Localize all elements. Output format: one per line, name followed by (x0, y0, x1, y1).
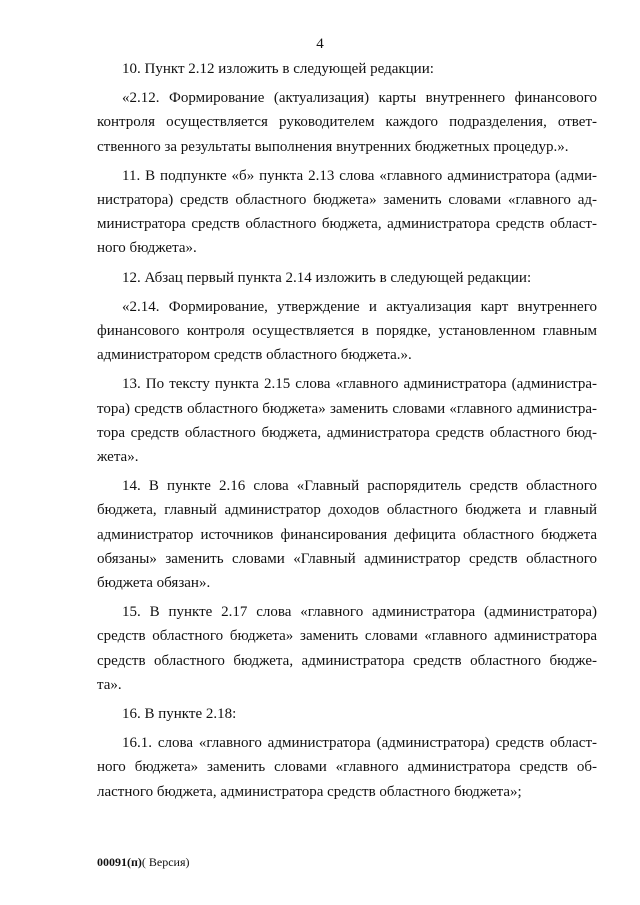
document-code: 00091(п) (97, 855, 142, 869)
paragraph (97, 295, 597, 368)
paragraph-line: министратора средств областного бюджета, администратора средств област- (97, 216, 597, 233)
paragraph-line: 15. В пункте 2.17 слова «главного администратора (администратора) (122, 604, 597, 621)
paragraph-line: средств областного бюджета» заменить словами «главного администратора (97, 628, 597, 645)
paragraph-line: 10. Пункт 2.12 изложить в следующей редакции: (122, 61, 434, 77)
paragraph-line: 14. В пункте 2.16 слова «Главный распорядитель средств областного (122, 478, 597, 495)
page-number: 4 (316, 36, 324, 52)
paragraph (97, 731, 597, 804)
paragraph-line: средств областного бюджета, администратора средств областного бюдже- (97, 652, 597, 669)
paragraph-line: нистратора) средств областного бюджета» заменить словами «главного ад- (97, 192, 597, 209)
paragraph-line: 13. По тексту пункта 2.15 слова «главного администратора (администра- (122, 376, 597, 393)
document-body (97, 57, 597, 809)
paragraph-line: бюджета, главный администратор доходов областного бюджета и главный (97, 502, 597, 519)
paragraph (97, 372, 597, 469)
paragraph-line: администратор источников финансирования дефицита областного бюджета (97, 526, 597, 543)
paragraph (97, 266, 597, 290)
paragraph-line: тора средств областного бюджета, администратора средств областного бюд- (97, 424, 597, 441)
paragraph-line: та». (97, 676, 122, 693)
paragraph-line: тора) средств областного бюджета» заменить словами «главного администра- (97, 400, 597, 417)
paragraph (97, 86, 597, 159)
paragraph-line: бюджета обязан». (97, 575, 211, 592)
paragraph (97, 702, 597, 726)
paragraph-line: 12. Абзац первый пункта 2.14 изложить в следующей редакции: (122, 269, 532, 286)
paragraph-line: обязаны» заменить словами «Главный администратор средств областного (97, 550, 597, 567)
paragraph-line: жета». (97, 449, 139, 466)
paragraph-line: ственного за результаты выполнения внутренних бюджетных процедур.». (97, 138, 569, 155)
paragraph-line: ного бюджета» заменить словами «главного администратора средств об- (97, 759, 597, 776)
paragraph-line: ного бюджета». (97, 240, 197, 257)
paragraph-line: 16. В пункте 2.18: (122, 706, 237, 723)
paragraph (97, 474, 597, 595)
paragraph-line: контроля осуществляется руководителем каждого подразделения, ответ- (97, 114, 597, 131)
paragraph (97, 164, 597, 261)
document-version: ( Версия) (141, 855, 190, 869)
paragraph-line: ластного бюджета, администратора средств областного бюджета»; (97, 783, 522, 800)
paragraph (97, 57, 597, 81)
paragraph-line: 11. В подпункте «б» пункта 2.13 слова «главного администратора (адми- (122, 167, 597, 184)
paragraph-line: администратором средств областного бюджета.». (97, 347, 412, 364)
document-footer (97, 855, 190, 870)
paragraph-line: финансового контроля осуществляется в порядке, установленном главным (97, 323, 597, 340)
paragraph-line: 16.1. слова «главного администратора (администратора) средств област- (122, 735, 597, 752)
paragraph-line: «2.14. Формирование, утверждение и актуализация карт внутреннего (122, 298, 597, 315)
paragraph (97, 600, 597, 697)
paragraph-line: «2.12. Формирование (актуализация) карты внутреннего финансового (122, 90, 597, 107)
